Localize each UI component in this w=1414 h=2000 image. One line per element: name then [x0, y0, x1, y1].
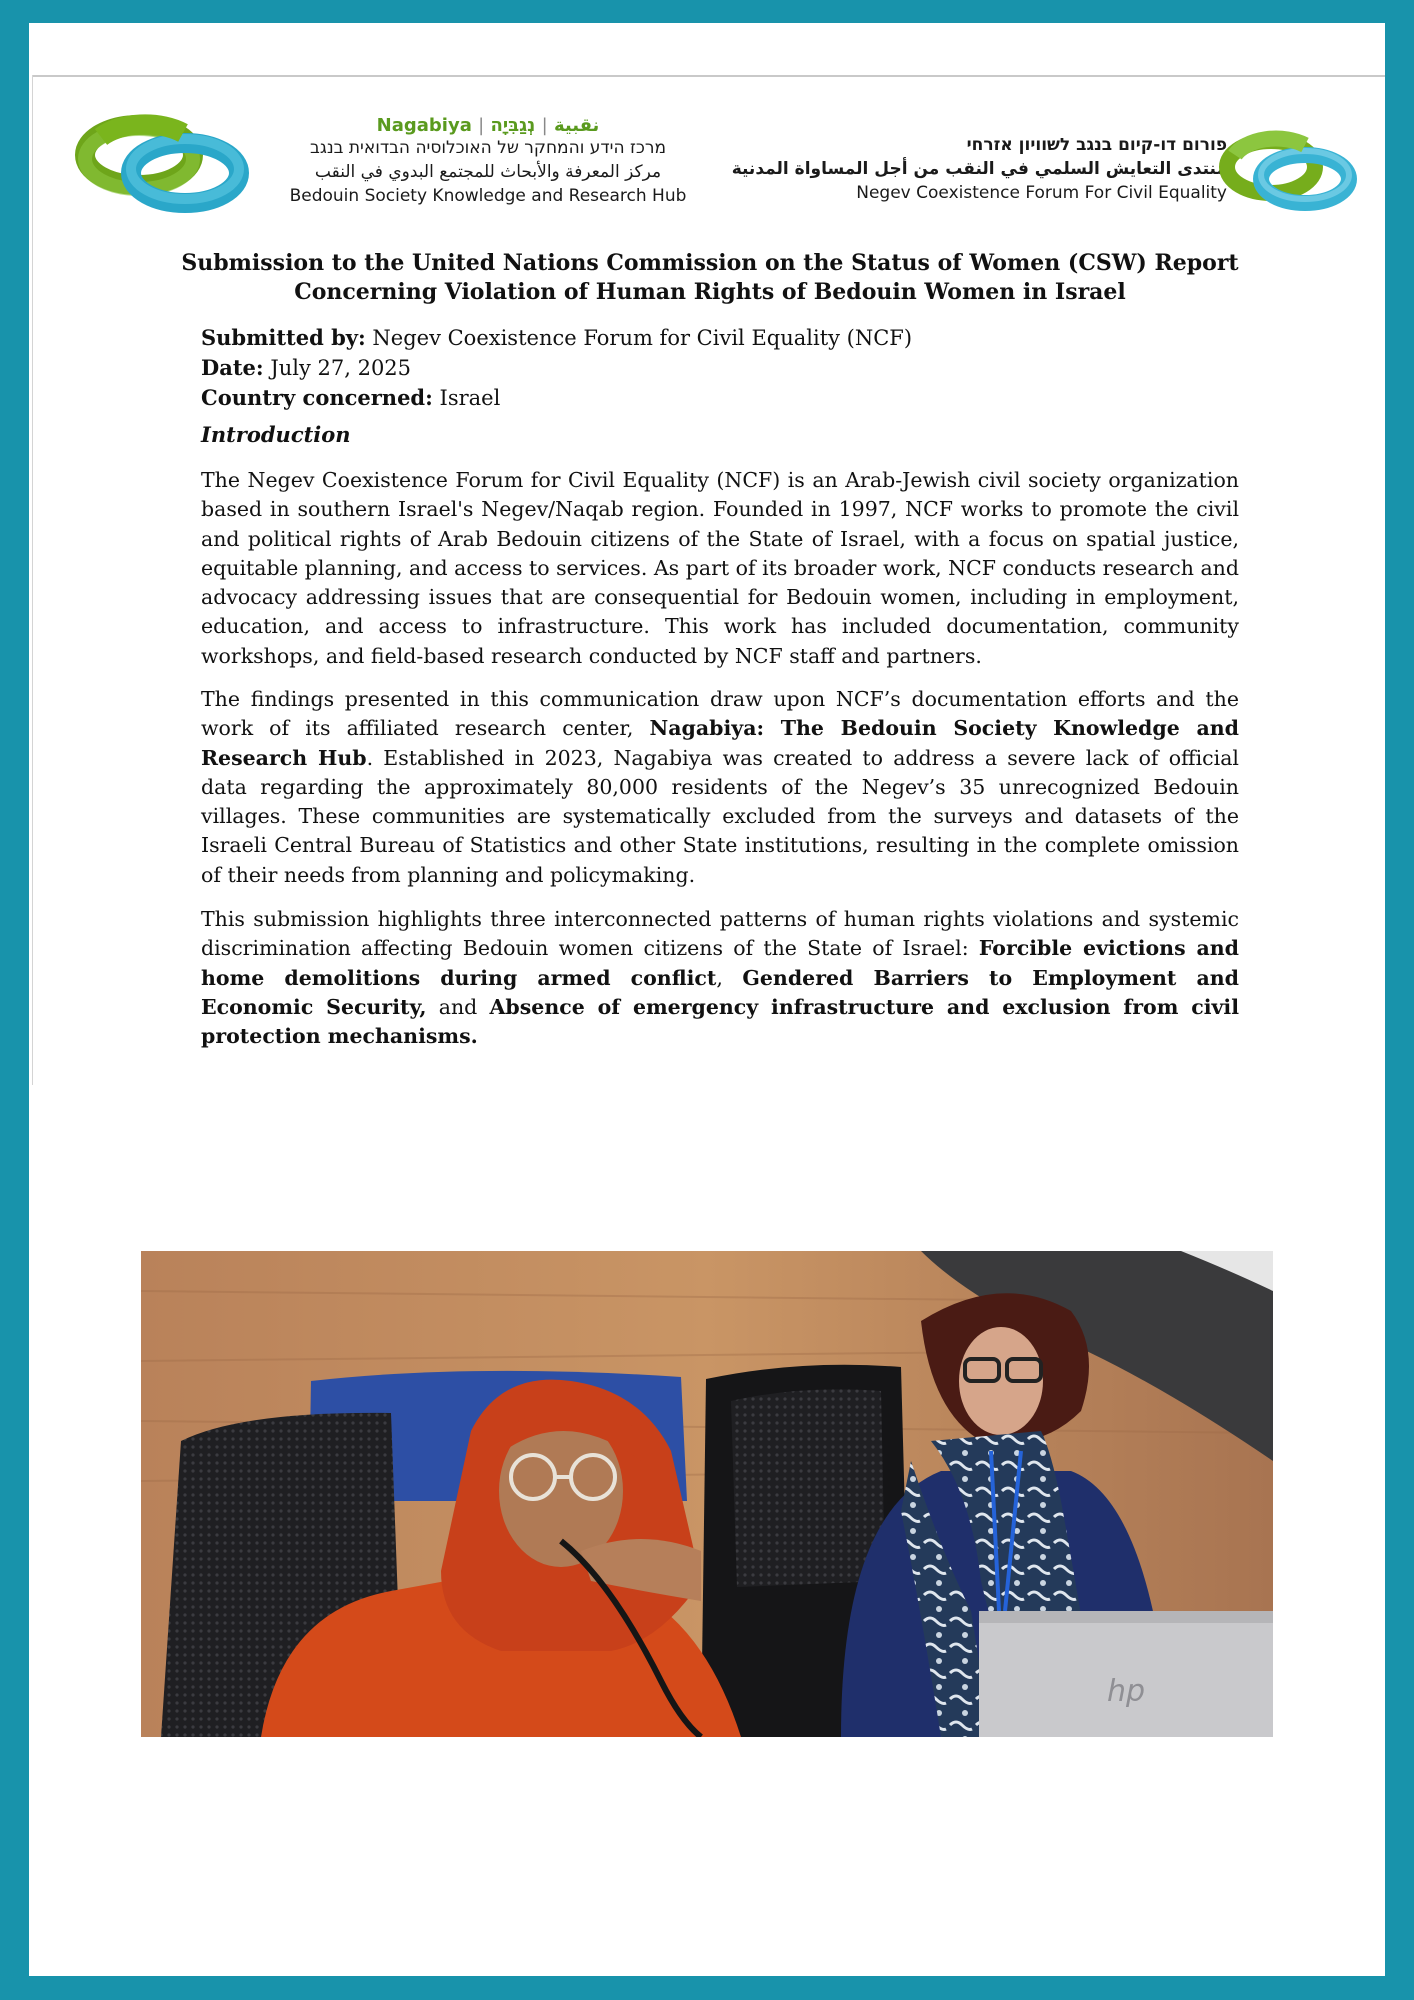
p2-text-c: . Established in 2023, Nagabiya was created to address a severe lack of official data regarding the approximately 80,000 residents of the Negev’s 35 unrecognized Bedouin villages. These communities are systematically excluded from the surveys and datasets of the Israeli Central Bureau of Statistics and other State institutions, resulting in the complete omission of their needs from planning and policymaking.	[201, 745, 1239, 887]
submitted-by-row	[201, 323, 912, 353]
p3-evictions-bold: Forcible evictions and home demolitions during armed conflict	[201, 936, 1239, 990]
paragraph-1: The Negev Coexistence Forum for Civil Equality (NCF) is an Arab-Jewish civil society organization based in southern Israel's Negev/Naqab region. Founded in 1997, NCF works to promote the civil and political rights of Arab Bedouin citizens of the State of Israel, with a focus on spatial justice, equitable planning, and access to services. As part of its broader work, NCF conducts research and advocacy addressing issues that are consequential for Bedouin women, including in employment, education, and access to infrastructure. This work has included documentation, community workshops, and field-based research conducted by NCF staff and partners.	[201, 468, 1239, 668]
country-row	[201, 383, 912, 413]
nagabiya-title-ar: نقبية	[553, 115, 600, 136]
submitted-by-value: Negev Coexistence Forum for Civil Equality (NCF)	[365, 326, 913, 350]
document-title	[180, 249, 1240, 307]
submitted-by-label: Submitted by:	[201, 325, 366, 350]
p2-nagabiya-bold: Nagabiya: The Bedouin Society Knowledge and Research Hub	[201, 716, 1239, 770]
header-rule	[33, 75, 1385, 77]
paragraph-2	[201, 685, 1239, 890]
title-line-2: Concerning Violation of Human Rights of Bedouin Women in Israel	[294, 279, 1126, 305]
nagabiya-title-en: Nagabiya	[376, 115, 472, 136]
nagabiya-header-text	[265, 115, 711, 208]
date-value: July 27, 2025	[263, 356, 412, 380]
meeting-photo	[141, 1251, 1273, 1737]
ncf-arabic-line: منتدى التعايش السلمي في النقب من أجل المساواة المدنية	[731, 159, 1227, 179]
p2-text-a: The findings presented in this communication draw upon NCF’s documentation efforts and the work of its affiliated research center,	[201, 687, 1239, 741]
p3-employment-bold: Gendered Barriers to Employment and Economic Security,	[201, 965, 1239, 1019]
p3-comma: ,	[716, 965, 743, 990]
p3-and: and	[426, 994, 490, 1019]
nagabiya-arabic-line: مركز المعرفة والأبحاث للمجتمع البدوي في النقب	[314, 162, 662, 182]
nagabiya-english-line: Bedouin Society Knowledge and Research Hub	[289, 186, 687, 206]
document-meta	[201, 323, 912, 413]
date-label: Date:	[201, 355, 264, 380]
introduction-heading: Introduction	[201, 422, 351, 447]
nagabiya-title: Nagabiya | نقبية | נְגַבִּיָה	[376, 115, 600, 136]
paragraph-3	[201, 905, 1239, 1051]
nagabiya-title-he: נְגַבִּיָה	[490, 115, 536, 136]
ncf-hebrew-line: פורום דו-קיום בנגב לשוויון אזרחי	[966, 135, 1227, 155]
nagabiya-hebrew-line: מרכז הידע והמחקר של האוכלוסיה הבדואית בנגב	[309, 138, 666, 158]
nagabiya-logo-icon	[73, 111, 255, 221]
date-row	[201, 353, 912, 383]
page-edge-line	[32, 75, 33, 1085]
p3-infrastructure-bold: Absence of emergency infrastructure and exclusion from civil protection mechanisms.	[201, 994, 1239, 1049]
ncf-header-text	[731, 133, 1227, 205]
ncf-english-line: Negev Coexistence Forum For Civil Equality	[856, 183, 1227, 203]
title-line-1: Submission to the United Nations Commission on the Status of Women (CSW) Report	[181, 250, 1239, 276]
country-label: Country concerned:	[201, 385, 433, 410]
document-page	[29, 23, 1385, 1976]
p3-text-a: This submission highlights three interconnected patterns of human rights violations and systemic discrimination affecting Bedouin women citizens of the State of Israel:	[201, 907, 1239, 961]
laptop-logo-icon: hp	[1106, 1674, 1146, 1709]
country-value: Israel	[432, 386, 501, 410]
ncf-logo-icon	[1213, 129, 1363, 225]
